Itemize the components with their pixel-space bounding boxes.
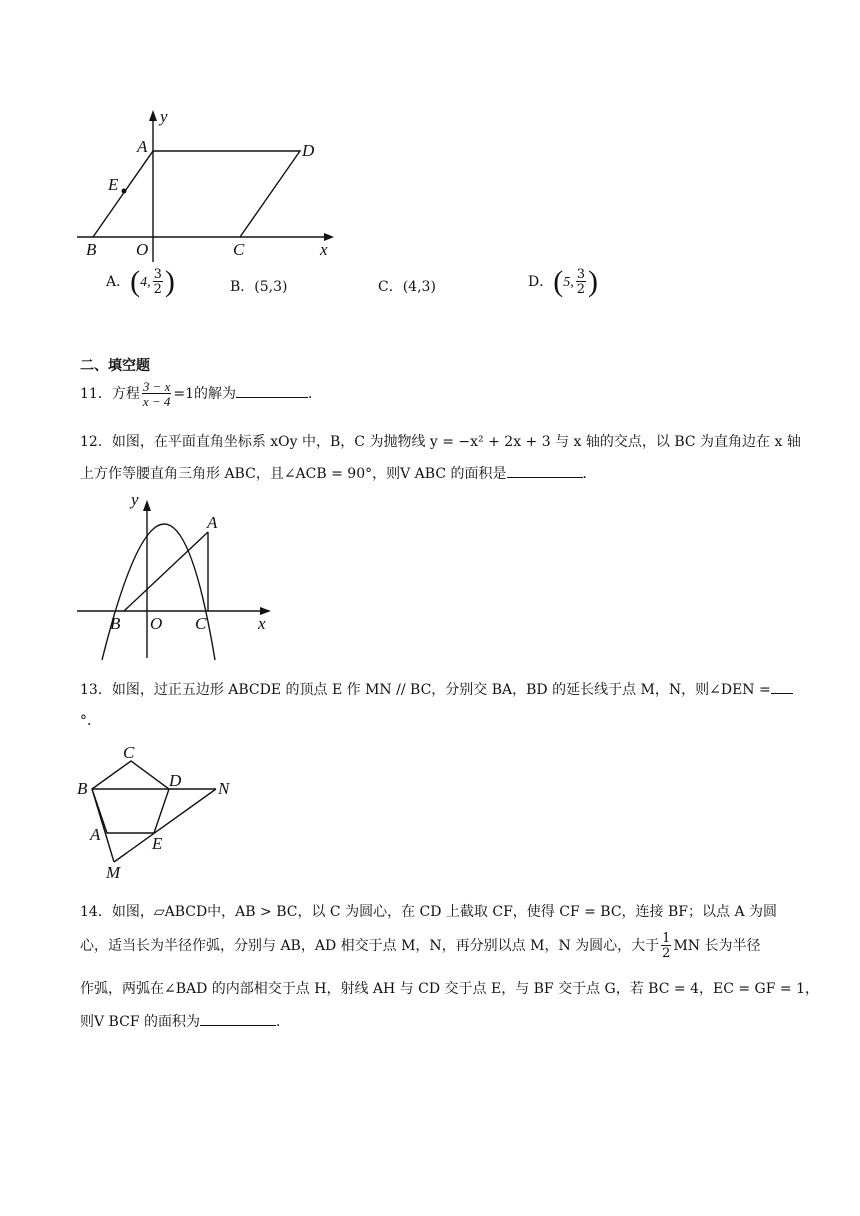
option-a[interactable]: A．(4, $\frac{3}{2}$ )	[106, 265, 175, 298]
question-14-line-2	[80, 932, 760, 960]
point-b-label: B	[86, 240, 97, 259]
option-a-fraction: $\frac{3}{2}$	[153, 267, 162, 297]
option-d-letter: D．	[528, 274, 554, 290]
origin-label: O	[150, 614, 163, 633]
point-n-label: N	[218, 779, 230, 798]
point-c-label: C	[195, 614, 207, 633]
point-d-label: D	[302, 141, 315, 160]
q14-text-4: 则V BCF 的面积为	[80, 1014, 200, 1030]
option-a-x: 4,	[140, 275, 151, 290]
question-14-line-4	[80, 1011, 290, 1031]
option-b-letter: B．	[230, 279, 255, 295]
q12-text: 上方作等腰直角三角形 ABC，且∠ACB = 90°，则V ABC 的面积是	[80, 466, 507, 482]
q14-end: ．	[275, 1014, 290, 1030]
point-b-label: B	[77, 779, 88, 798]
option-d-x: 5,	[563, 275, 574, 290]
question-12-line-1: 12．如图，在平面直角坐标系 xOy 中，B，C 为抛物线 y = −x² + 2x + 3 与 x 轴的交点，以 BC 为直角边在 x 轴	[80, 434, 801, 450]
point-a-label: A	[137, 137, 148, 156]
point-e-label: E	[108, 175, 119, 194]
question-14-line-1: 14．如图，▱ABCD中，AB > BC，以 C 为圆心，在 CD 上截取 CF，使得 CF = BC，连接 BF；以点 A 为圆	[80, 904, 778, 920]
option-c-value: (4,3)	[402, 279, 436, 295]
q11-text: 方程	[111, 386, 140, 402]
q11-fraction: $\frac{3 - x}{x - 4}$	[142, 379, 171, 409]
point-c-label: C	[233, 240, 245, 259]
q14-answer-blank[interactable]	[200, 1011, 276, 1026]
y-axis-label: y	[131, 490, 139, 509]
x-axis-label: x	[258, 614, 266, 633]
option-d[interactable]: D．(5, $\frac{3}{2}$ )	[528, 265, 599, 298]
question-14-line-3: 作弧，两弧在∠BAD 的内部相交于点 H，射线 AH 与 CD 交于点 E，与 BF 交于点 G，若 BC = 4，EC = GF = 1，	[80, 981, 819, 997]
option-b-value: (5,3)	[254, 279, 288, 295]
section-title: 二、填空题	[80, 358, 150, 374]
option-d-fraction: $\frac{3}{2}$	[576, 267, 586, 297]
q14-text-2a: 心，适当长为半径作弧，分别与 AB，AD 相交于点 M，N，再分别以点 M，N 为圆心，大于	[80, 938, 660, 954]
point-a-label: A	[207, 513, 218, 532]
q14-text-2b: MN 长为半径	[673, 938, 761, 954]
q11-text-2: =1的解为	[173, 386, 237, 402]
point-b-label: B	[110, 614, 121, 633]
option-c-letter: C．	[378, 279, 403, 295]
point-m-label: M	[106, 863, 121, 882]
q12-end: ．	[582, 466, 597, 482]
question-13-line-2: °．	[80, 713, 101, 729]
point-a-label: A	[90, 825, 101, 844]
point-d-label: D	[169, 771, 182, 790]
q13-text: 13．如图，过正五边形 ABCDE 的顶点 E 作 MN // BC，分别交 BA，BD 的延长线于点 M，N，则∠DEN =	[80, 682, 771, 698]
point-c-label: C	[123, 743, 135, 762]
q11-number: 11．	[80, 386, 112, 402]
option-a-letter: A．	[106, 274, 131, 290]
q14-half-fraction: $\frac{1}{2}$	[662, 931, 671, 961]
x-axis-label: x	[320, 240, 328, 259]
origin-label: O	[136, 240, 149, 259]
point-e-label: E	[152, 834, 163, 853]
y-axis-label: y	[160, 107, 168, 126]
q11-end: ．	[308, 386, 323, 402]
